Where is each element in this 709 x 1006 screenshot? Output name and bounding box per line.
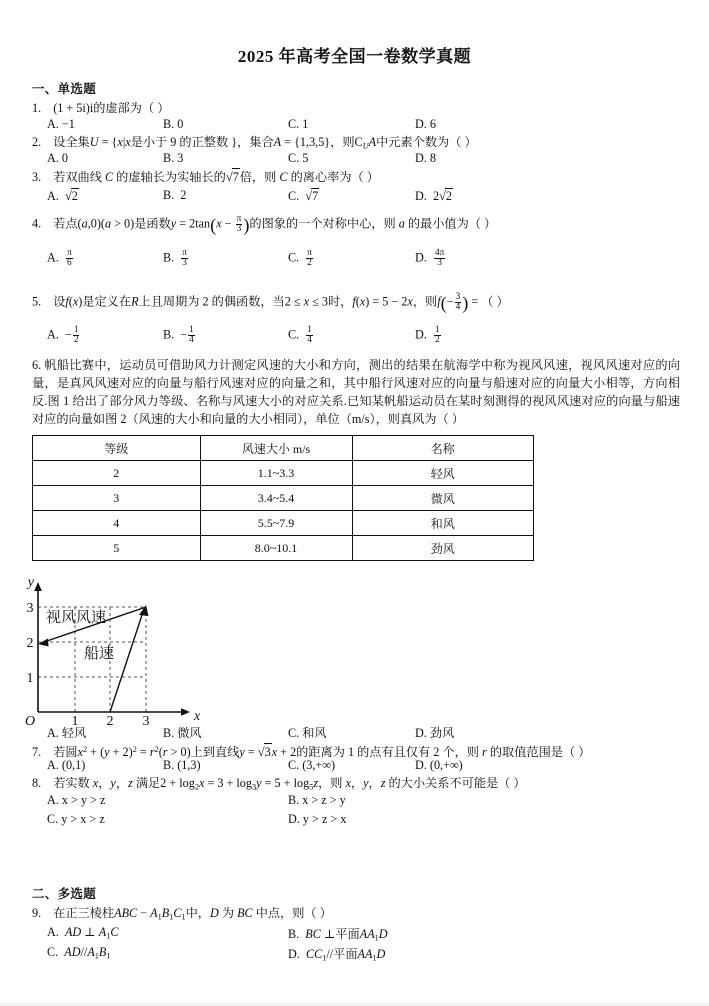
boat-speed-vector [110,612,143,712]
option-9-c[interactable]: C. $AD//A_1B_1$ [47,945,111,961]
y-tick-1: 1 [26,671,34,686]
question-7-number: 7. [32,744,42,759]
option-3-b[interactable]: B. 2 [163,188,187,202]
table-header-row [33,436,534,461]
question-1-text: 的虚部为（ ） [93,101,170,115]
cell-level: 3 [33,486,201,511]
option-3-a[interactable]: A. √2 [47,189,78,203]
table-header-name: 名称 [352,436,533,461]
table-row [33,486,534,511]
cell-name: 劲风 [352,536,533,561]
option-9-d[interactable]: D. $CC_1//$平面$AA_1D$ [288,947,386,963]
origin-label: O [24,714,36,725]
option-2-d[interactable]: D. 8 [415,151,436,165]
option-5-a[interactable]: A. − $\frac{1}{2}$ [47,325,79,346]
question-1-options [0,117,709,135]
question-6 [32,356,680,428]
x-tick-1: 1 [71,714,79,725]
question-7: 7. 若圆$x^2 + (y + 2)^2 = r^2(r > 0)$上到直线y = √3x + 2的距离为 1 的点有且仅有 2 个，则 r 的取值范围是（ ） [32,744,591,759]
question-8: 8. 若实数 x，y，z 满足$2 + \log_2x = 3 + \log_3y = 5 + \log_5z$，则 x，y，z 的大小关系不可能是（ ） [32,776,526,792]
option-6-c[interactable]: C. 和风 [288,726,327,740]
question-6-number: 6. [32,358,42,372]
option-9-b[interactable]: B. BC ⊥平面$AA_1D$ [288,927,388,943]
table-row [33,461,534,486]
cell-name: 和风 [352,511,533,536]
y-tick-2: 2 [26,636,34,651]
question-1: 1. (1 + 5i)i的虚部为（ ） [32,101,170,115]
option-6-d[interactable]: D. 劲风 [415,726,455,740]
vector-diagram [22,570,222,725]
option-1-c[interactable]: C. 1 [288,117,309,131]
option-4-c[interactable]: C. $\frac{\pi}{2}$ [288,248,312,269]
vector-diagram-svg [22,570,222,725]
option-8-b[interactable]: B. x > z > y [288,793,346,807]
cell-level: 4 [33,511,201,536]
question-8-options-row-2 [0,812,709,830]
question-4: 4. 若点(a,0)(a > 0)是函数y = 2tan(x − $\frac{\pi}{3}$ )的图象的一个对称中心，则 a 的最小值为（ ） [32,214,497,236]
option-5-b[interactable]: B. − $\frac{1}{4}$ [163,325,194,346]
option-4-a[interactable]: A. $\frac{\pi}{6}$ [47,248,72,269]
table-row [33,536,534,561]
option-5-c[interactable]: C. $\frac{1}{4}$ [288,325,312,346]
y-tick-3: 3 [26,601,34,616]
section-heading-single-choice: 一、单选题 [32,82,97,96]
question-9: 9. 在正三棱柱ABC − $A_1B_1C_1$中，D 为 BC 中点，则（ ） [32,906,332,922]
cell-speed: 8.0~10.1 [200,536,352,561]
option-4-d[interactable]: D. $\frac{4\pi}{3}$ [415,248,445,269]
question-2-number: 2. [32,135,42,149]
option-3-c[interactable]: C. √7 [288,189,319,203]
option-1-d[interactable]: D. 6 [415,117,436,131]
x-tick-2: 2 [106,714,114,725]
option-2-b[interactable]: B. 3 [163,151,184,165]
page-bottom-rule [0,1003,709,1004]
table-row [33,511,534,536]
wind-scale-table [32,435,534,561]
x-tick-3: 3 [142,714,150,725]
question-2-options [0,151,709,169]
question-8-number: 8. [32,776,42,790]
option-1-a[interactable]: A. −1 [47,117,75,131]
question-6-text: 帆船比赛中，运动员可借助风力计测定风速的大小和方向，测出的结果在航海学中称为视风风速，视风风速对应的向量，是真风风速对应的向量与船行风速对应的向量之和，其中船行风速对应的向量与船速对应的向量大小相等，方向相反.图 1 给出了部分风力等级、名称与风速大小的对应关系.已知某帆船运动员在某时刻测得的视风风速对应的向量与船速对应的向量如图 2（风速的大小和向量的大小相同），单位（m/s），则真风为（ ） [32,358,681,426]
table-header-speed: 风速大小 m/s [200,436,352,461]
option-2-c[interactable]: C. 5 [288,151,309,165]
cell-name: 微风 [352,486,533,511]
option-8-d[interactable]: D. y > z > x [288,812,347,826]
question-3-options [0,188,709,206]
option-5-d[interactable]: D. $\frac{1}{2}$ [415,325,440,346]
option-8-c[interactable]: C. y > x > z [47,812,105,826]
question-2: 2. 设全集U = {x|x是小于 9 的正整数 }，集合A = {1,3,5}，则$C_UA$中元素个数为（ ） [32,135,477,151]
question-3: 3. 若双曲线 C 的虚轴长为实轴长的√7倍，则 C 的离心率为（ ） [32,170,379,184]
option-9-a[interactable]: A. AD ⊥ $A_1C$ [47,925,119,941]
option-2-a[interactable]: A. 0 [47,151,68,165]
question-6-options [0,724,709,742]
question-3-number: 3. [32,170,42,184]
table-header-level: 等级 [33,436,201,461]
apparent-wind-label: 视风风速 [46,610,107,626]
question-1-number: 1. [32,101,42,115]
option-7-a[interactable]: A. (0,1) [47,758,86,772]
question-4-number: 4. [32,216,42,231]
option-7-c[interactable]: C. (3,+∞) [288,758,336,772]
question-5: 5. 设f(x)是定义在R上且周期为 2 的偶函数，当2 ≤ x ≤ 3时，f(x) = 5 − 2x，则f(− $\frac{3}{4}$ ) = （ ） [32,292,509,314]
option-1-b[interactable]: B. 0 [163,117,184,131]
x-axis-arrow-icon [181,708,190,716]
question-5-number: 5. [32,294,42,309]
question-4-options [0,249,709,267]
option-3-d[interactable]: D. 2√2 [415,189,452,203]
cell-name: 轻风 [352,461,533,486]
y-axis-arrow-icon [34,582,42,591]
question-9-options-row-2 [0,945,709,963]
question-9-options-row-1 [0,925,709,943]
option-6-b[interactable]: B. 微风 [163,726,202,740]
section-heading-multi-choice: 二、多选题 [32,887,97,901]
y-axis-label: y [27,575,34,590]
question-7-options [0,758,709,776]
cell-speed: 1.1~3.3 [200,461,352,486]
x-axis-label: x [194,709,201,724]
cell-speed: 3.4~5.4 [200,486,352,511]
question-8-options-row-1 [0,793,709,811]
question-5-options [0,326,709,344]
question-9-number: 9. [32,906,42,920]
option-6-a[interactable]: A. 轻风 [47,726,87,740]
boat-speed-label: 船速 [84,646,115,662]
option-7-d[interactable]: D. (0,+∞) [415,758,463,772]
page-title: 2025 年高考全国一卷数学真题 [237,47,472,66]
cell-speed: 5.5~7.9 [200,511,352,536]
option-4-b[interactable]: B. $\frac{\pi}{3}$ [163,248,187,269]
cell-level: 2 [33,461,201,486]
option-7-b[interactable]: B. (1,3) [163,758,201,772]
cell-level: 5 [33,536,201,561]
option-8-a[interactable]: A. x > y > z [47,793,106,807]
